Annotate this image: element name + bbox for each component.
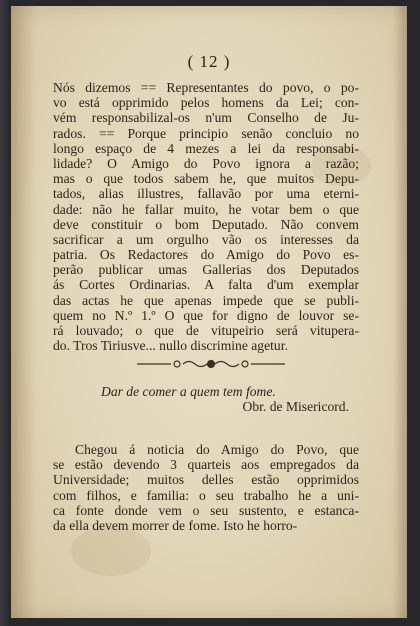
upper-paragraph (53, 80, 359, 353)
text-line: dade: não he fallar muito, he votar bem o que (53, 201, 359, 217)
text-line: das actas he que apenas impede que se publi- (53, 292, 359, 308)
text-line: rá louvado; o que de vitupeirio será vitupera- (53, 323, 359, 338)
text-line: rados. == Porque principio senão concluio no (53, 125, 359, 141)
divider-scroll (215, 362, 239, 367)
text-line: do. Tros Tiriusve... nullo discrimine agetur. (53, 338, 288, 354)
text-line: com filhos, e familia: o seu trabalho he a uni- (53, 487, 359, 503)
text-line: Chegou á noticia do Amigo do Povo, que (75, 442, 359, 457)
text-line: sacrificar a um orgulho vão os interesses da (53, 231, 359, 247)
text-line: vo está opprimido pelos homens da Lei; con- (53, 95, 359, 111)
paper-stain (71, 526, 151, 576)
text-line: mas o que todos sabem he, que muitos Depu- (53, 171, 359, 187)
page-number: ( 12 ) (187, 52, 231, 71)
epigraph (101, 384, 351, 415)
page-edge-shadow (393, 6, 407, 618)
book-page (11, 6, 407, 618)
divider-circle (174, 361, 180, 367)
text-line: patria. Os Redactores do Amigo do Povo es- (53, 247, 359, 263)
epigraph-source: Obr. de Misericord. (242, 399, 349, 415)
text-line: Nós dizemos == Representantes do povo, o po- (53, 80, 359, 95)
section-divider-ornament (11, 358, 407, 370)
page-gutter-shadow (11, 6, 37, 618)
text-line: perão publicar umas Gallerias dos Deputados (53, 262, 359, 278)
text-line: quem no N.º 1.º O que for digno de louvor se- (53, 307, 359, 323)
text-line: longo espaço de 4 mezes a lei da responsabi- (53, 140, 359, 156)
text-line: da ella devem morrer de fome. Isto he horro- (53, 517, 298, 533)
lower-paragraph (53, 442, 359, 533)
epigraph-quote: Dar de comer a quem tem fome. (101, 384, 276, 399)
text-line: lidade? O Amigo do Povo ignora a razão; (53, 155, 359, 171)
text-line: tados, alias illustres, fallavão por uma eterni- (53, 186, 359, 202)
text-line: ás Cortes Ordinarias. A falta d'um exemplar (53, 277, 359, 293)
divider-center-dot (208, 361, 215, 368)
text-line: deve constituir o bom Deputado. Não convem (53, 216, 359, 232)
text-line: ca fonte donde vem o seu sustento, e estanca- (53, 502, 359, 518)
text-line: Universidade; muitos delles estão opprimidos (53, 472, 359, 488)
text-line: se estão devendo 3 quarteis aos empregados da (53, 457, 359, 473)
divider-circle (242, 361, 248, 367)
divider-scroll (183, 362, 207, 367)
text-line: vém responsabilizal-os n'um Conselho de Ju- (53, 110, 359, 126)
